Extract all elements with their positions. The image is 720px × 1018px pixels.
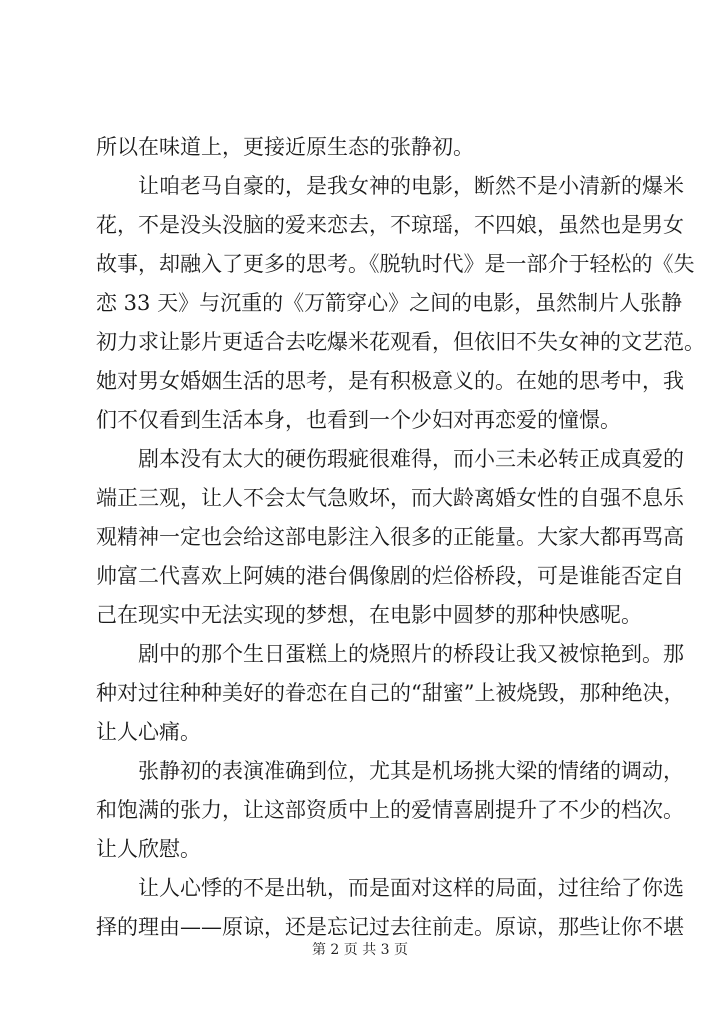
text-line: 故事，却融入了更多的思考。《脱轨时代》是一部介于轻松的《失 xyxy=(96,252,695,276)
text-line: 们不仅看到生活本身，也看到一个少妇对再恋爱的憧憬。 xyxy=(96,408,621,432)
text-line: 种对过往种种美好的眷恋在自己的“甜蜜”上被烧毁，那种绝决， xyxy=(96,681,685,705)
paragraph xyxy=(96,128,632,167)
body-text xyxy=(96,128,705,947)
page-footer: 第 2 页 共 3 页 xyxy=(311,942,409,958)
paragraph xyxy=(96,440,684,635)
text-line: 剧本没有太大的硬伤瑕疵很难得，而小三未必转正成真爱的 xyxy=(138,447,684,471)
text-line: 让人心悸的不是出轨，而是面对这样的局面，过往给了你选 xyxy=(138,876,684,900)
text-line: 帅富二代喜欢上阿姨的港台偶像剧的烂俗桥段，可是谁能否定自 xyxy=(96,564,684,588)
text-line: 让人心痛。 xyxy=(96,720,201,744)
text-line: 张静初的表演准确到位，尤其是机场挑大梁的情绪的调动， xyxy=(138,759,684,783)
text-line: 让人欣慰。 xyxy=(96,837,201,861)
text-line: 她对男女婚姻生活的思考，是有积极意义的。在她的思考中，我 xyxy=(96,369,684,393)
text-line: 观精神一定也会给这部电影注入很多的正能量。大家大都再骂高 xyxy=(96,525,684,549)
text-line: 让咱老马自豪的，是我女神的电影，断然不是小清新的爆米 xyxy=(138,174,684,198)
text-line: 择的理由——原谅，还是忘记过去往前走。原谅，那些让你不堪 xyxy=(96,915,684,939)
text-line: 所以在味道上，更接近原生态的张静初。 xyxy=(96,135,474,159)
paragraph xyxy=(96,635,685,752)
text-line: 初力求让影片更适合去吃爆米花观看，但依旧不失女神的文艺范。 xyxy=(96,330,705,354)
text-line: 端正三观，让人不会太气急败坏，而大龄离婚女性的自强不息乐 xyxy=(96,486,684,510)
paragraph xyxy=(96,869,684,947)
text-line: 和饱满的张力，让这部资质中上的爱情喜剧提升了不少的档次。 xyxy=(96,798,684,822)
text-line: 己在现实中无法实现的梦想，在电影中圆梦的那种快感呢。 xyxy=(96,603,642,627)
paragraph xyxy=(96,752,684,869)
text-line: 恋 33 天》与沉重的《万箭穿心》之间的电影，虽然制片人张静 xyxy=(96,291,683,315)
text-line: 剧中的那个生日蛋糕上的烧照片的桥段让我又被惊艳到。那 xyxy=(138,642,684,666)
paragraph xyxy=(96,167,705,440)
text-line: 花，不是没头没脑的爱来恋去，不琼瑶，不四娘，虽然也是男女 xyxy=(96,213,684,237)
